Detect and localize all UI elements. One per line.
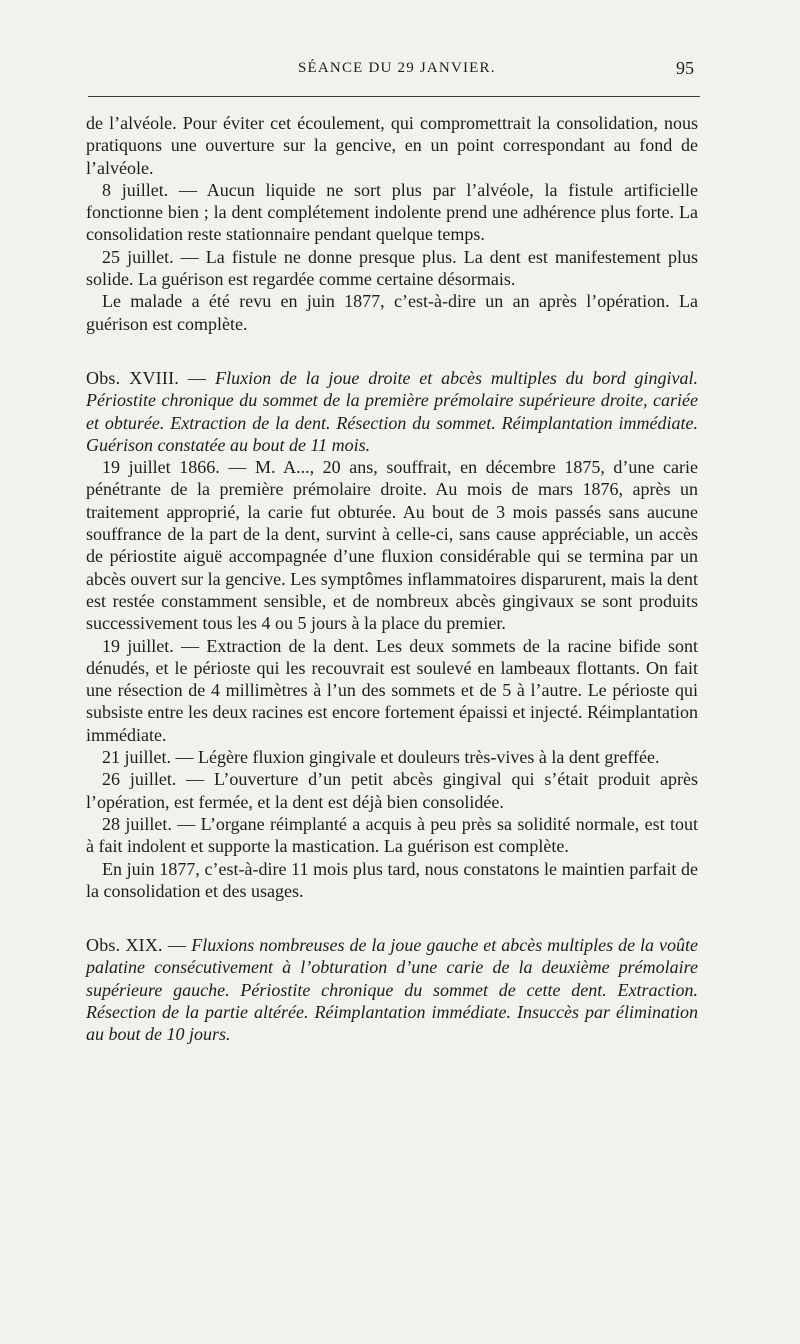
observation-19-label: Obs. XIX. — xyxy=(86,935,192,956)
spacer-2 xyxy=(86,902,698,916)
running-title: SÉANCE DU 29 JANVIER. xyxy=(298,60,496,76)
observation-19 xyxy=(86,934,698,1045)
paragraph-7: 21 juillet. — Légère fluxion gingivale et douleurs très-vives à la dent greffée. xyxy=(102,747,660,768)
header-rule xyxy=(88,96,700,97)
observation-19-title: Fluxions nombreuses de la joue gauche et abcès multiples de la voûte palatine consécutivement à l’obturation d’une carie de la deuxième prémolaire supérieure gauche. Périostite chronique du sommet de cette dent. Extraction. Résection de la partie altérée. Réimplantation immédiate. Insuccès par élimination au bout de 10 jours. xyxy=(86,935,698,1045)
running-head xyxy=(88,60,700,86)
page-content xyxy=(86,112,698,1046)
paragraph-2: 8 juillet. — Aucun liquide ne sort plus par l’alvéole, la fistule artificielle fonctionne bien ; la dent complétement indolente prend une adhérence plus forte. La consolidation reste stationnaire pendant quelque temps. xyxy=(86,179,698,245)
observation-18-title: Fluxion de la joue droite et abcès multiples du bord gingival. Périostite chronique du sommet de la première prémolaire supérieure droite, cariée et obturée. Extraction de la dent. Résection du sommet. Réimplantation immédiate. Guérison constatée au bout de 11 mois. xyxy=(86,367,698,455)
paragraph-1: de l’alvéole. Pour éviter cet écoulement, qui compromettrait la consolidation, nous pratiquons une ouverture sur la gencive, en un point correspondant au fond de l’alvéole. xyxy=(86,113,698,178)
paragraph-5: 19 juillet 1866. — M. A..., 20 ans, souffrait, en décembre 1875, d’une carie pénétrante de la première prémolaire droite. Au mois de mars 1876, après un traitement approprié, la carie fut obturée. Au bout de 3 mois passés sans aucune souffrance de la part de la dent, survint à celle-ci, sans cause appréciable, un accès de périostite aiguë accompagnée d’une fluxion considérable qui se termina par un abcès ouvert sur la gencive. Les symptômes inflammatoires disparurent, mais la dent est restée constamment sensible, et de nombreux abcès gingivaux se sont produits successivement tous les 4 ou 5 jours à la place du premier. xyxy=(86,457,698,634)
paragraph-10: En juin 1877, c’est-à-dire 11 mois plus tard, nous constatons le maintien parfait de la consolidation et des usages. xyxy=(86,858,698,901)
observation-18 xyxy=(86,367,698,456)
paragraph-9: 28 juillet. — L’organe réimplanté a acquis à peu près sa solidité normale, est tout à fait indolent et supporte la mastication. La guérison est complète. xyxy=(86,813,698,857)
paragraph-4: Le malade a été revu en juin 1877, c’est-à-dire un an après l’opération. La guérison est complète. xyxy=(86,291,698,334)
observation-18-label: Obs. XVIII. — xyxy=(86,367,216,388)
page-number: 95 xyxy=(676,58,694,78)
paragraph-3: 25 juillet. — La fistule ne donne presque plus. La dent est manifestement plus solide. La guérison est regardée comme certaine désormais. xyxy=(86,246,698,290)
paragraph-8: 26 juillet. — L’ouverture d’un petit abcès gingival qui s’était produit après l’opération, est fermée, et la dent est déjà bien consolidée. xyxy=(86,769,698,812)
spacer-1 xyxy=(86,335,698,349)
paragraph-6: 19 juillet. — Extraction de la dent. Les deux sommets de la racine bifide sont dénudés, et le périoste qui les recouvrait est soulevé en lambeaux flottants. On fait une résection de 4 millimètres à l’un des sommets et de 5 à l’autre. Le périoste qui subsiste entre les deux racines est encore fortement épaissi et injecté. Réimplantation immédiate. xyxy=(86,635,698,745)
